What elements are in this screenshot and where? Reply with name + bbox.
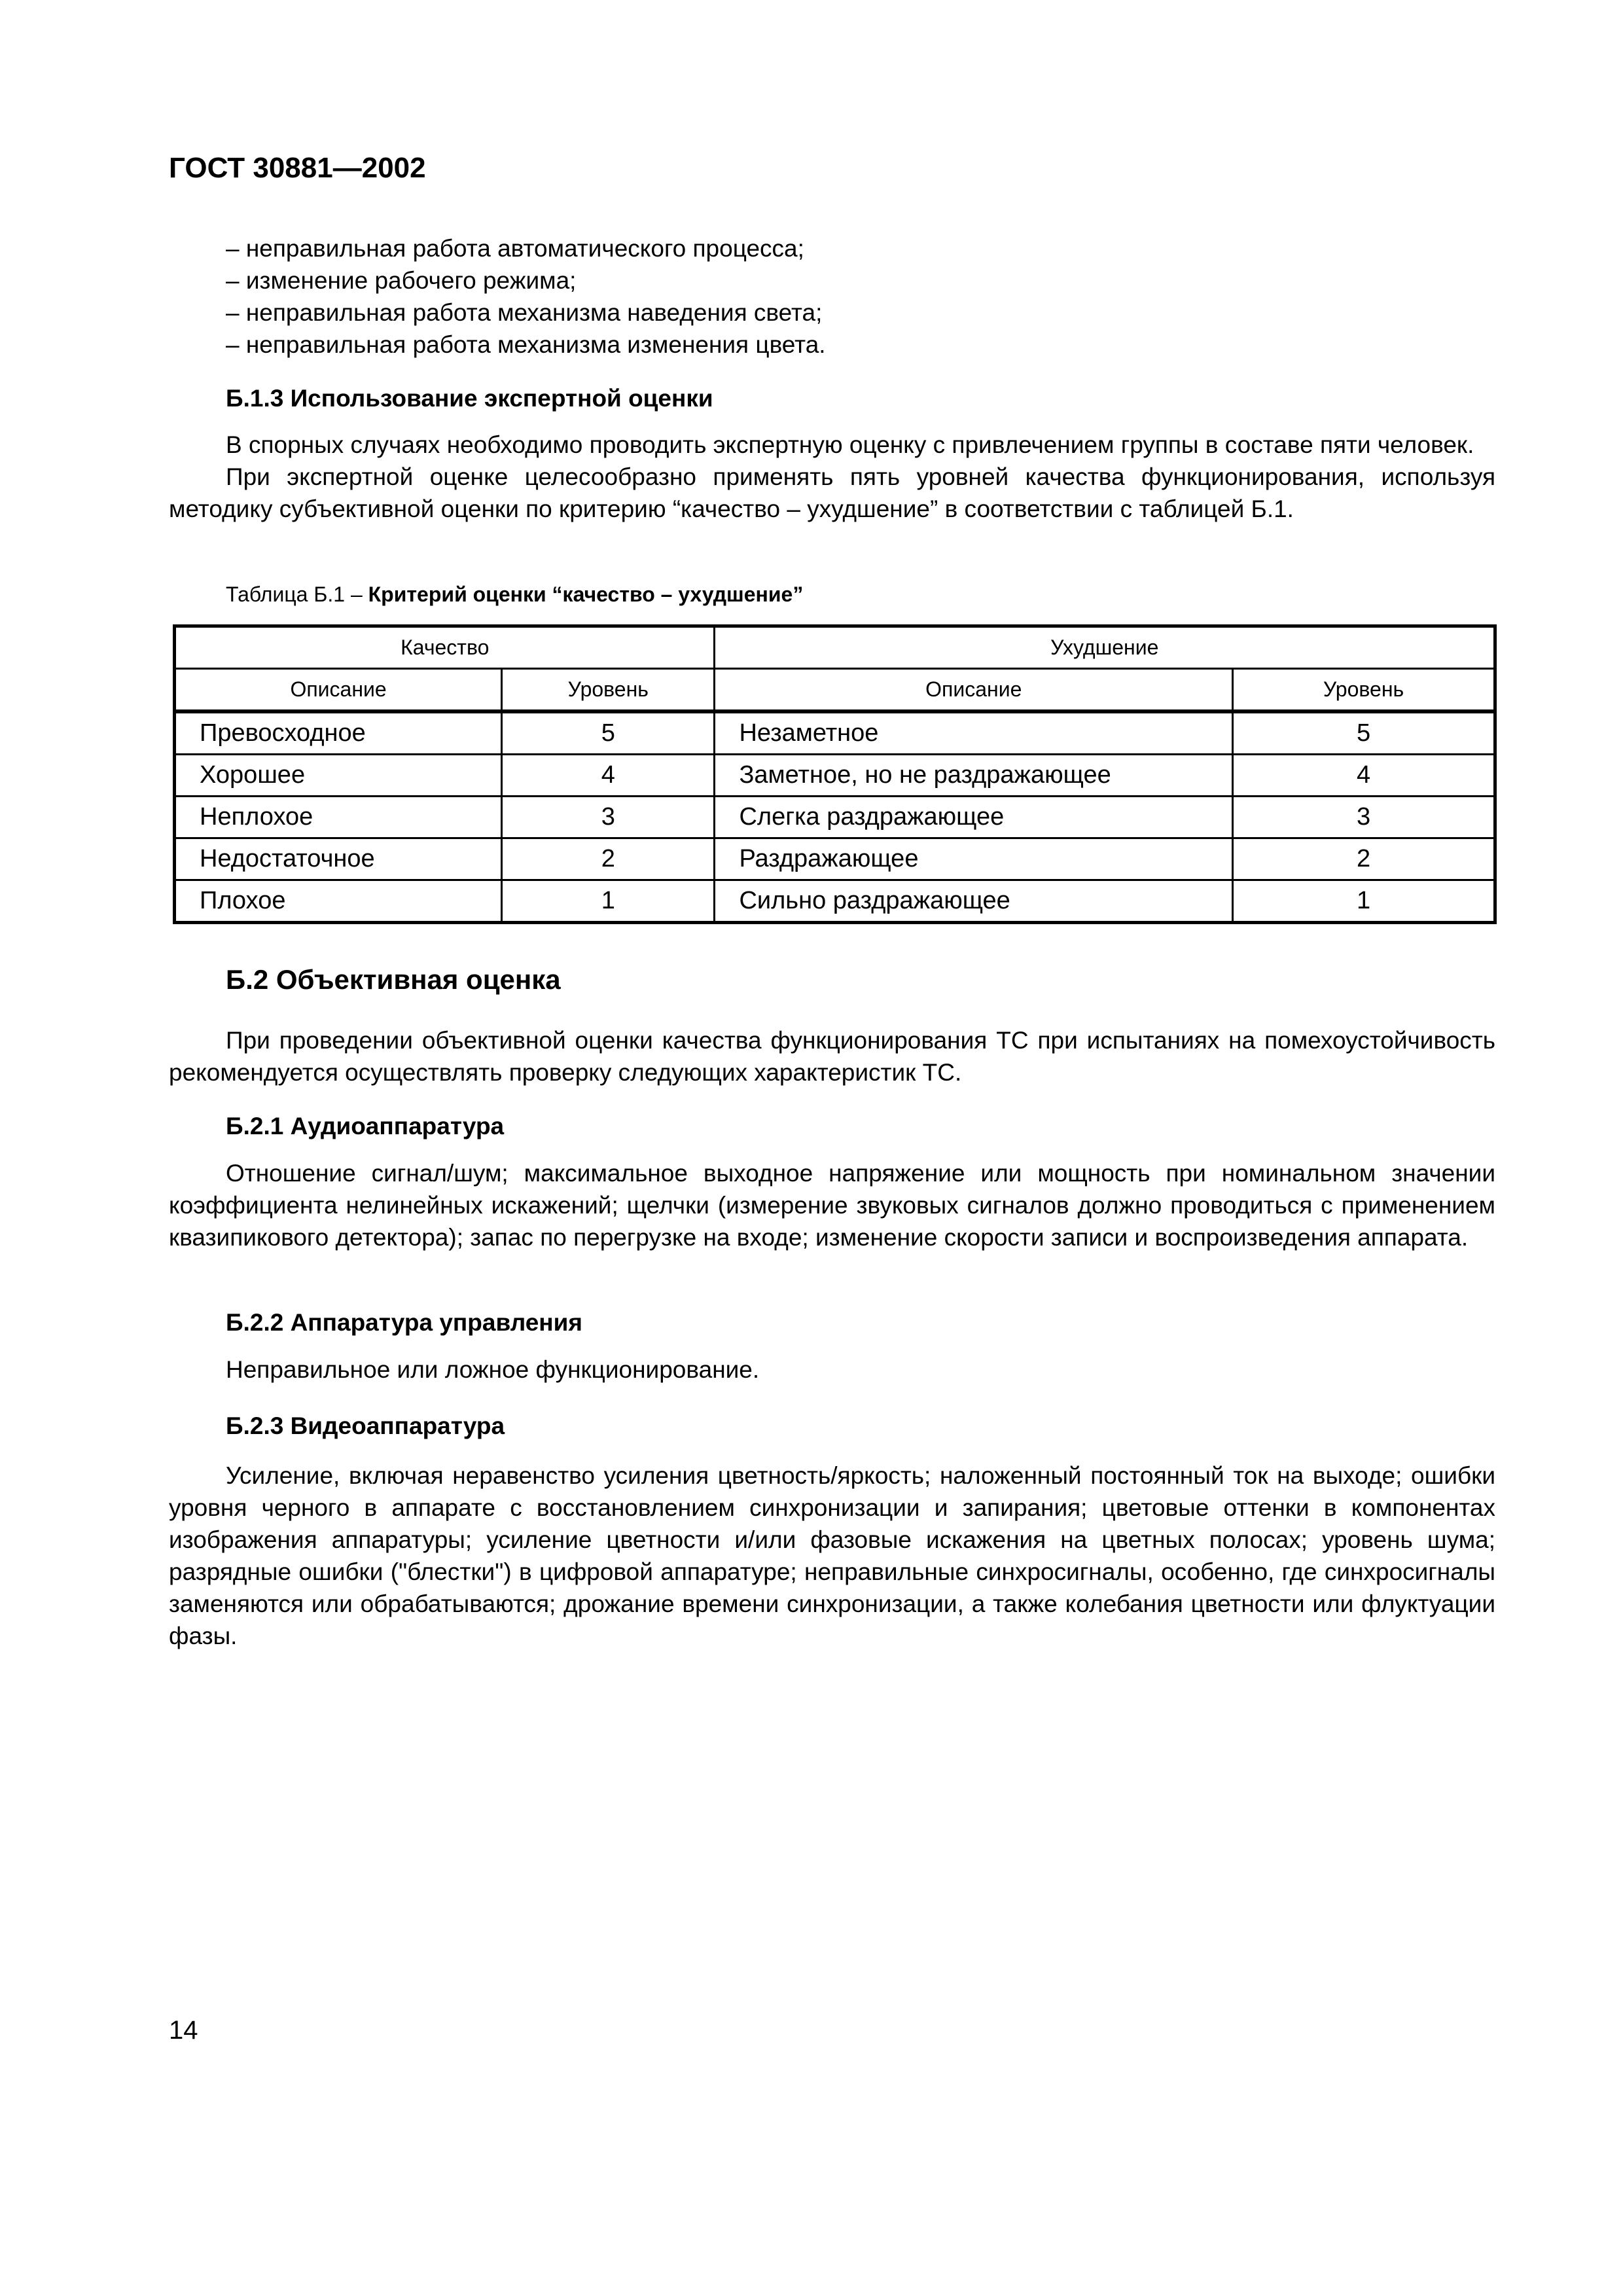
table-cell: Хорошее	[175, 755, 502, 797]
caption-prefix: Таблица Б.1 –	[226, 583, 368, 606]
table-cell: 3	[502, 797, 715, 838]
section-body-b2	[169, 1024, 1495, 1088]
table-cell: Превосходное	[175, 711, 502, 755]
table-cell: 5	[1233, 711, 1495, 755]
table-cell: Плохое	[175, 880, 502, 923]
section-heading-b21: Б.2.1 Аудиоаппаратура	[226, 1113, 505, 1139]
paragraph: Отношение сигнал/шум; максимальное выходное напряжение или мощность при номинальном значении коэффициента нелинейных искажений; щелчки (измерение звуковых сигналов должно проводиться с применением квазипикового детектора); запас по перегрузке на входе; изменение скорости записи и воспроизведения аппарата.	[169, 1160, 1495, 1251]
list-item: – неправильная работа автоматического процесса;	[226, 235, 804, 262]
bullet-list	[169, 232, 1495, 361]
criteria-table	[173, 624, 1497, 924]
table-cell: 2	[502, 838, 715, 880]
table-cell: 1	[1233, 880, 1495, 923]
table-cell: Недостаточное	[175, 838, 502, 880]
paragraph: В спорных случаях необходимо проводить экспертную оценку с привлечением группы в составе пяти человек.	[226, 431, 1474, 458]
table-cell: 3	[1233, 797, 1495, 838]
section-body-b22	[169, 1354, 1495, 1386]
table-cell: Сильно раздражающее	[715, 880, 1233, 923]
document-header: ГОСТ 30881—2002	[169, 152, 426, 184]
table-cell: 4	[502, 755, 715, 797]
group-header-degradation: Ухудшение	[715, 626, 1495, 669]
caption-title: Критерий оценки “качество – ухудшение”	[368, 583, 804, 606]
table-row	[175, 711, 1495, 755]
table-group-header-row	[175, 626, 1495, 669]
section-body-b23	[169, 1460, 1495, 1652]
page-number: 14	[169, 2016, 198, 2045]
table-cell: Раздражающее	[715, 838, 1233, 880]
column-header: Описание	[175, 669, 502, 712]
list-item: – неправильная работа механизма изменения цвета.	[226, 331, 826, 358]
column-header: Уровень	[502, 669, 715, 712]
section-heading-b22: Б.2.2 Аппаратура управления	[226, 1309, 582, 1336]
table-row	[175, 797, 1495, 838]
list-item: – изменение рабочего режима;	[226, 267, 577, 294]
table-caption	[226, 583, 803, 607]
table-cell: Незаметное	[715, 711, 1233, 755]
table-cell: Заметное, но не раздражающее	[715, 755, 1233, 797]
section-heading-b23: Б.2.3 Видеоаппаратура	[226, 1412, 505, 1439]
paragraph: При экспертной оценке целесообразно применять пять уровней качества функционирования, используя методику субъективной оценки по критерию “качество – ухудшение” в соответствии с таблицей Б.1.	[169, 463, 1495, 522]
section-body-b13	[169, 429, 1495, 525]
section-heading-b13: Б.1.3 Использование экспертной оценки	[226, 385, 713, 412]
table-cell: 2	[1233, 838, 1495, 880]
table-row	[175, 880, 1495, 923]
section-heading-b2: Б.2 Объективная оценка	[226, 964, 561, 995]
paragraph: При проведении объективной оценки качества функционирования ТС при испытаниях на помехоустойчивость рекомендуется осуществлять проверку следующих характеристик ТС.	[169, 1027, 1495, 1086]
paragraph: Неправильное или ложное функционирование.	[226, 1356, 760, 1383]
table-cell: 4	[1233, 755, 1495, 797]
list-item: – неправильная работа механизма наведения света;	[226, 299, 823, 326]
table-cell: Слегка раздражающее	[715, 797, 1233, 838]
paragraph: Усиление, включая неравенство усиления цветность/яркость; наложенный постоянный ток на выходе; ошибки уровня черного в аппарате с восстановлением синхронизации и запирания; цветовые оттенки в компонентах изображения аппаратуры; усиление цветности и/или фазовые искажения на цветных полосах; уровень шума; разрядные ошибки ("блестки") в цифровой аппаратуре; неправильные синхросигналы, особенно, где синхросигналы заменяются или обрабатываются; дрожание времени синхронизации, а также колебания цветности или флуктуации фазы.	[169, 1462, 1495, 1649]
column-header: Описание	[715, 669, 1233, 712]
table-cell: 5	[502, 711, 715, 755]
table-row	[175, 838, 1495, 880]
column-header: Уровень	[1233, 669, 1495, 712]
group-header-quality: Качество	[175, 626, 715, 669]
table-row	[175, 755, 1495, 797]
table-cell: Неплохое	[175, 797, 502, 838]
table-sub-header-row	[175, 669, 1495, 712]
table-cell: 1	[502, 880, 715, 923]
section-body-b21	[169, 1157, 1495, 1253]
